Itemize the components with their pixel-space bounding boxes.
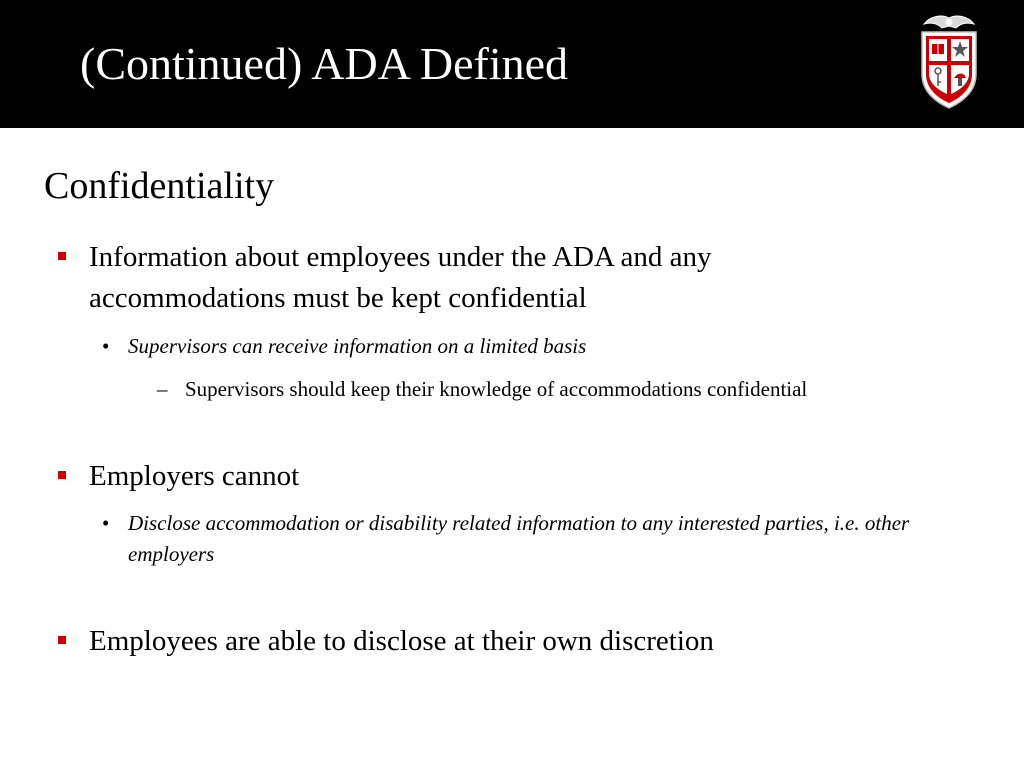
sub-bullet-text: Disclose accommodation or disability related information to any interested parties, i.e. other employers: [128, 511, 910, 566]
red-square-bullet-icon: [58, 471, 66, 479]
red-square-bullet-icon: [58, 252, 66, 260]
dot-bullet-icon: •: [102, 334, 110, 358]
title-bar: [0, 0, 1024, 128]
red-square-bullet-icon: [58, 636, 66, 644]
bullet-text: Information about employees under the ADA and any accommodations must be kept confidential: [89, 241, 712, 314]
dash-bullet-icon: –: [157, 377, 168, 401]
university-shield-logo-icon: [914, 12, 984, 112]
bullet-text: Employers cannot: [89, 460, 300, 492]
sub-bullet-text: Supervisors can receive information on a limited basis: [128, 334, 587, 358]
sub-sub-bullet-text: Supervisors should keep their knowledge of accommodations confidential: [185, 377, 808, 401]
slide-title: (Continued) ADA Defined: [80, 38, 569, 89]
section-heading: Confidentiality: [44, 165, 275, 207]
bullet-text: Employees are able to disclose at their own discretion: [89, 625, 714, 657]
dot-bullet-icon: •: [102, 511, 110, 535]
